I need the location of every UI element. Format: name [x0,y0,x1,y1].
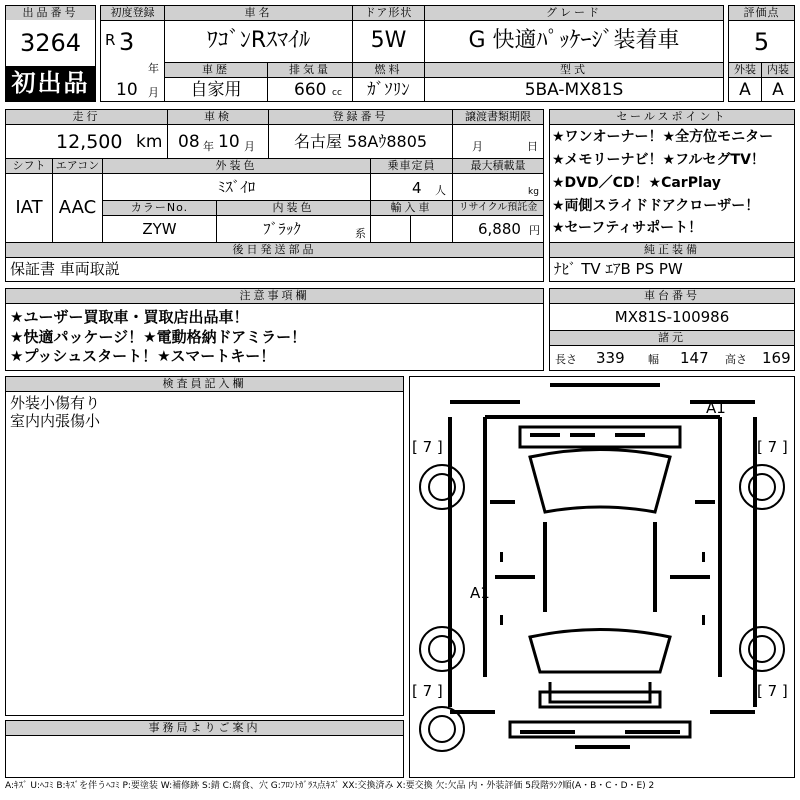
inspection-label: 車検 [168,110,268,124]
tire-mark-rear-right: [ 7 ] [757,682,788,700]
capacity-label: 乗車定員 [371,159,452,173]
mileage: 12,500 [56,131,123,153]
transfer-day-unit: 日 [527,140,538,153]
door-type: 5W [370,28,407,53]
color-suffix: 系 [355,227,366,240]
tire-mark-rear-left: [ 7 ] [412,682,443,700]
color-no: ZYW [142,220,177,238]
interior-label: 内装 [762,63,794,77]
grade: G 快適ﾊﾟｯｹｰｼﾞ装着車 [468,28,680,53]
later-parts: 保証書 車両取説 [10,260,120,278]
chassis-no-label: 車台番号 [550,289,794,303]
displacement-label: 排気量 [268,63,352,77]
chassis-no: MX81S-100986 [614,308,730,326]
genuine-equipment-label: 純正装備 [550,243,794,257]
first-reg-month: 10 [116,80,138,100]
inspector-label: 検査員記入欄 [6,377,403,391]
first-reg-label: 初度登録 [101,6,164,20]
reg-no-label: 登録番号 [269,110,452,124]
sales-point-5: ★セーフティサポート！ [552,220,703,236]
exterior-label: 外装 [729,63,761,77]
car-history: 自家用 [190,80,242,100]
office-info-label: 事務局よりご案内 [6,721,403,735]
later-parts-label: 後日発送部品 [6,243,543,257]
dimensions-label: 諸元 [550,331,794,345]
ext-color: ﾐｽﾞｲﾛ [217,178,256,196]
note-3: ★プッシュスタート！★スマートキー！ [10,347,276,365]
year-unit: 年 [148,62,159,75]
int-color-label: 内装色 [217,201,370,215]
first-reg-year: 3 [119,28,135,56]
tire-mark-front-right: [ 7 ] [757,438,788,456]
tire-mark-front-left: [ 7 ] [412,438,443,456]
model-code-label: 型式 [425,63,723,77]
inspector-note-1: 外装小傷有り [10,394,101,412]
kg-unit: kg [528,187,539,197]
era-value: R [105,31,116,49]
shift: IAT [15,197,43,218]
length-label: 長さ [555,353,577,366]
exterior-grade: A [739,80,751,100]
model-code: 5BA-MX81S [524,80,624,100]
score: 5 [753,28,770,56]
genuine-equipment: ﾅﾋﾞ TV ｴｱB PS PW [554,260,683,278]
fuel-label: 燃料 [353,63,424,77]
note-2: ★快適パッケージ！★電動格納ドアミラー！ [10,328,307,346]
ext-color-label: 外装色 [103,159,370,173]
sales-point-1: ★ワンオーナー！★全方位モニター [552,129,774,145]
width-value: 147 [680,349,709,367]
person-unit: 人 [435,184,446,197]
lot-number: 3264 [19,29,82,57]
car-name-label: 車名 [165,6,352,20]
import-label: 輸入車 [371,201,452,215]
height-value: 169 [762,349,791,367]
footer-legend: A:ｷｽﾞ U:ﾍｺﾐ B:ｷｽﾞを伴うﾍｺﾐ P:要塗装 W:補修跡 S:錆 C:腐食、穴 G:ﾌﾛﾝﾄｶﾞﾗｽ点ｷｽﾞ XX:交換済み X:要交換 欠:欠品 内・外装評価 5段階ﾗﾝｸ順(A・B・C・D・E) 2 [5,781,655,791]
car-history-label: 車歴 [165,63,267,77]
first-listing-text: 初出品 [11,69,90,97]
sales-point-2: ★メモリーナビ！★フルセグTV！ [552,152,765,168]
ac-label: エアコン [53,159,102,173]
inspection-year: 08 [178,132,200,152]
car-name: ﾜｺﾞﾝRｽﾏｲﾙ [206,28,311,53]
door-label: ドア形状 [353,6,424,20]
lot-number-label: 出品番号 [6,6,95,20]
displacement: 660 [294,80,327,100]
transfer-docs-label: 譲渡書類期限 [453,110,543,124]
width-label: 幅 [648,353,659,366]
color-no-label: カラーNo. [103,201,216,215]
recycle: 6,880 [478,220,521,238]
diagram-mark-a1-side: A1 [470,584,490,602]
car-diagram [410,377,794,777]
fuel: ｶﾞｿﾘﾝ [367,80,410,100]
cc-unit: cc [332,88,342,98]
interior-grade: A [772,80,784,100]
ac-type: AAC [58,197,97,218]
month-unit: 月 [148,86,159,99]
capacity: 4 [412,179,422,197]
note-1: ★ユーザー買取車・買取店出品車！ [10,308,249,326]
reg-no: 名古屋 58Aｳ8805 [293,132,428,151]
recycle-label: リサイクル預託金 [453,201,543,215]
sales-points-label: セールスポイント [550,110,794,124]
inspection-year-unit: 年 [203,140,214,153]
sales-point-4: ★両側スライドドアクローザー！ [552,198,760,214]
inspection-month-unit: 月 [244,140,255,153]
int-color: ﾌﾞﾗｯｸ [263,220,301,238]
mileage-label: 走行 [6,110,167,124]
grade-label: グレード [425,6,723,20]
length-value: 339 [596,349,625,367]
km-unit: km [136,132,163,152]
height-label: 高さ [725,353,747,366]
yen-unit: 円 [529,224,540,237]
max-load-label: 最大積載量 [453,159,543,173]
sales-point-3: ★DVD／CD！★CarPlay [552,175,721,191]
notes-label: 注意事項欄 [6,289,543,303]
diagram-mark-a1-front: A1 [706,399,726,417]
inspector-note-2: 室内内張傷小 [10,412,101,430]
transfer-month-unit: 月 [472,140,483,153]
inspection-month: 10 [218,132,240,152]
shift-label: シフト [6,159,52,173]
score-label: 評価点 [729,6,794,20]
